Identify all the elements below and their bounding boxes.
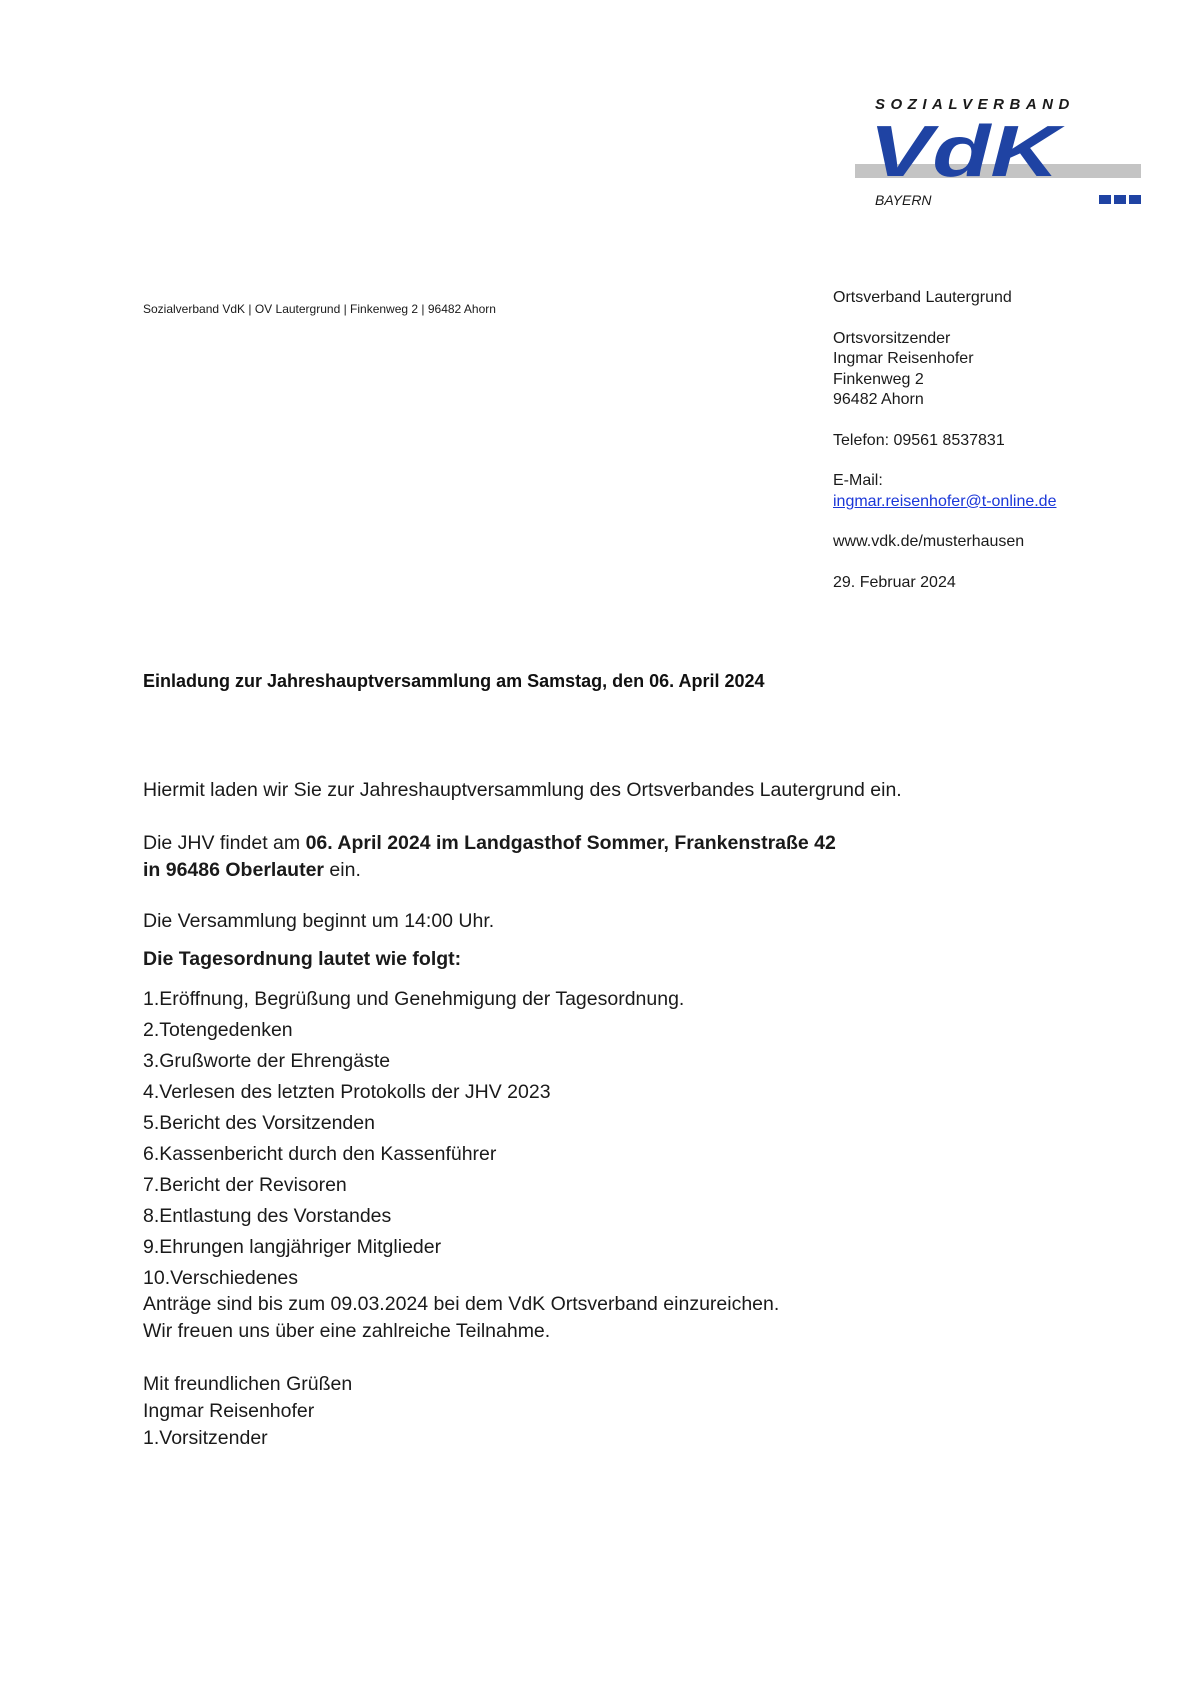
contact-org: Ortsverband Lautergrund [833, 289, 1012, 306]
agenda-item: 9.Ehrungen langjähriger Mitglieder [143, 1236, 442, 1258]
logo-region-text: BAYERN [875, 192, 932, 208]
venue-details-line2: in 96486 Oberlauter [143, 859, 325, 881]
agenda-item: 10.Verschiedenes [143, 1267, 299, 1289]
letter-body [143, 777, 1043, 1452]
agenda-heading: Die Tagesordnung lautet wie folgt: [143, 948, 462, 970]
vdk-wordmark [855, 118, 1145, 190]
greeting: Mit freundlichen Grüßen [143, 1373, 353, 1395]
logo-square [1114, 195, 1126, 204]
agenda-list [143, 984, 1043, 1294]
notes-block [143, 1291, 1043, 1345]
start-time-paragraph: Die Versammlung beginnt um 14:00 Uhr. [143, 910, 495, 932]
contact-city: 96482 Ahorn [833, 391, 924, 408]
agenda-item: 8.Entlastung des Vorstandes [143, 1205, 392, 1227]
contact-street: Finkenweg 2 [833, 370, 924, 388]
contact-website: www.vdk.de/musterhausen [833, 533, 1025, 550]
intro-paragraph: Hiermit laden wir Sie zur Jahreshauptversammlung des Ortsverbandes Lautergrund ein. [143, 779, 902, 801]
logo-brand-text: VdK [869, 118, 1066, 190]
agenda-item: 7.Bericht der Revisoren [143, 1174, 347, 1196]
vdk-logo [855, 96, 1145, 216]
agenda-item: 6.Kassenbericht durch den Kassenführer [143, 1143, 497, 1165]
venue-paragraph [143, 830, 1043, 884]
logo-square [1129, 195, 1141, 204]
venue-suffix: ein. [324, 859, 361, 881]
logo-square [1099, 195, 1111, 204]
contact-role: Ortsvorsitzender [833, 329, 951, 347]
agenda-item: 5.Bericht des Vorsitzenden [143, 1112, 375, 1134]
contact-email-link[interactable]: ingmar.reisenhofer@t-online.de [833, 492, 1057, 510]
signer-name: Ingmar Reisenhofer [143, 1400, 315, 1422]
venue-prefix: Die JHV findet am [143, 832, 306, 854]
contact-name: Ingmar Reisenhofer [833, 350, 974, 367]
agenda-item: 3.Grußworte der Ehrengäste [143, 1050, 391, 1072]
contact-block [833, 288, 1056, 593]
motions-note: Anträge sind bis zum 09.03.2024 bei dem VdK Ortsverband einzureichen. [143, 1293, 780, 1315]
letter-subject: Einladung zur Jahreshauptversammlung am Samstag, den 06. April 2024 [143, 671, 765, 691]
contact-email-label: E-Mail: [833, 472, 883, 489]
agenda-item: 2.Totengedenken [143, 1019, 293, 1041]
signer-title: 1.Vorsitzender [143, 1427, 268, 1449]
logo-top-text: SOZIALVERBAND [875, 96, 1075, 113]
sender-return-address: Sozialverband VdK | OV Lautergrund | Finkenweg 2 | 96482 Ahorn [143, 302, 496, 316]
logo-squares [1099, 195, 1141, 204]
contact-phone: Telefon: 09561 8537831 [833, 431, 1005, 449]
closing-block [143, 1371, 1043, 1452]
agenda-item: 4.Verlesen des letzten Protokolls der JHV 2023 [143, 1081, 551, 1103]
participation-note: Wir freuen uns über eine zahlreiche Teilnahme. [143, 1320, 551, 1342]
agenda-item: 1.Eröffnung, Begrüßung und Genehmigung der Tagesordnung. [143, 988, 685, 1010]
venue-details-line1: 06. April 2024 im Landgasthof Sommer, Frankenstraße 42 [305, 832, 836, 854]
letter-date: 29. Februar 2024 [833, 573, 956, 591]
